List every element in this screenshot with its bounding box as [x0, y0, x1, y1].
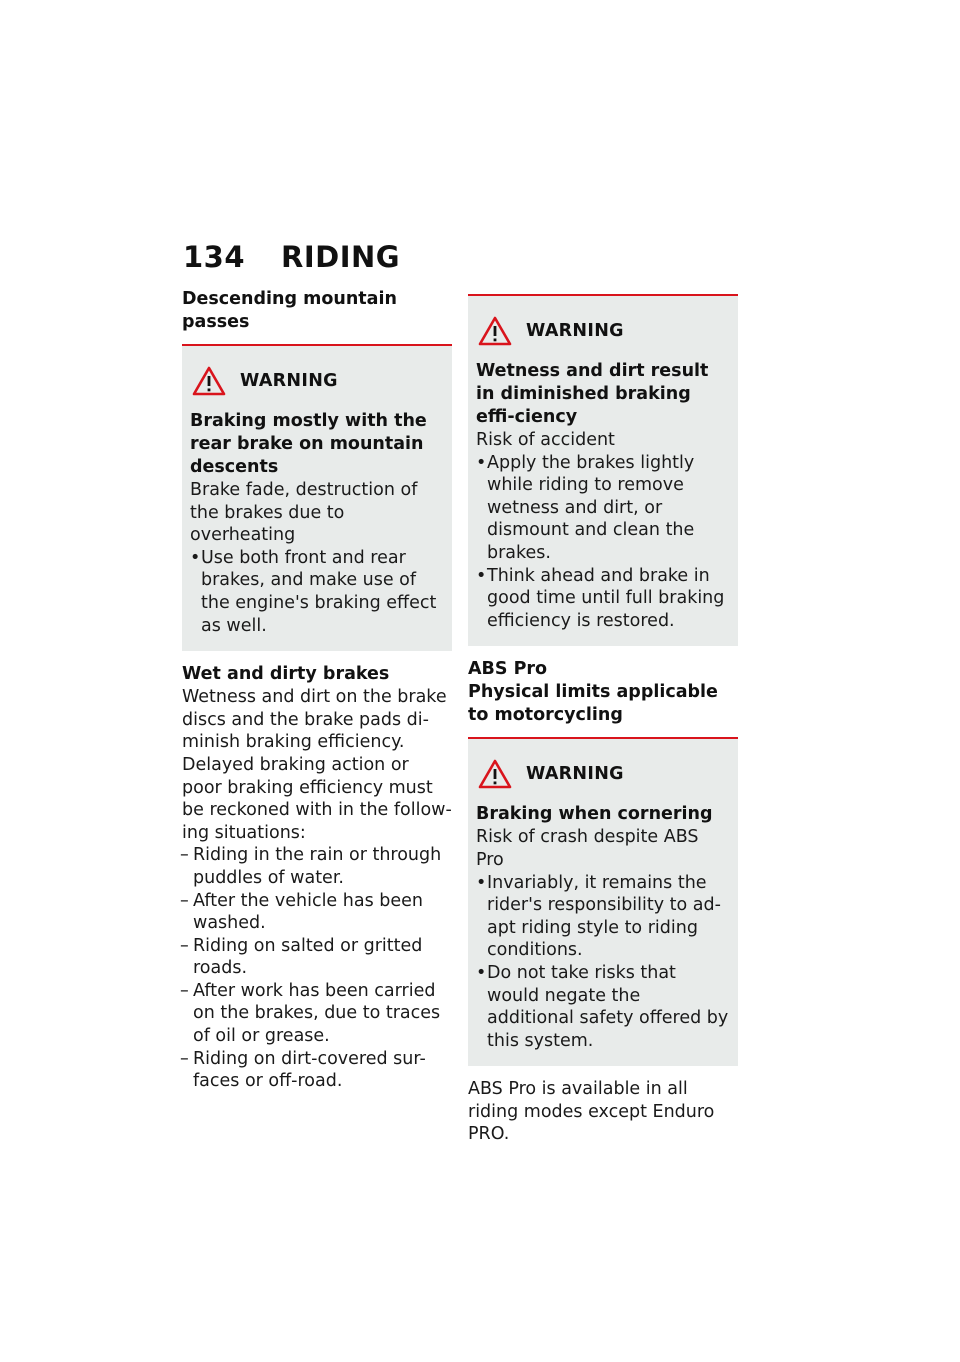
wet-paragraph: Wetness and dirt on the brake discs and the brake pads di-minish braking efficiency. Delayed braking action or poor braking efficiency must be reckoned with in the follow-ing situations: [182, 687, 452, 843]
warning-label: WARNING [240, 371, 338, 391]
warning-header [476, 316, 730, 346]
warning-triangle-icon [192, 366, 226, 396]
list-item: – After the vehicle has been washed. [182, 890, 452, 935]
section-title-wet: Wet and dirty brakes [182, 664, 390, 685]
warning-box-wetness [468, 294, 738, 646]
warning-bullets [476, 872, 730, 1053]
list-item: • Invariably, it remains the rider's responsibility to ad-apt riding style to riding conditions. [476, 872, 730, 962]
list-item: – Riding on salted or gritted roads. [182, 935, 452, 980]
warning-box-mountain [182, 344, 452, 651]
warning-header [476, 759, 730, 789]
page-header [183, 240, 400, 274]
left-column [182, 288, 452, 1093]
list-item: • Think ahead and brake in good time until full braking efficiency is restored. [476, 565, 730, 633]
section-title-abs: ABS Pro [468, 659, 548, 680]
section-subtitle-abs: Physical limits applicable to motorcycling [468, 682, 718, 726]
situations-list [182, 844, 452, 1093]
list-item: – Riding on dirt-covered sur-faces or off-road. [182, 1048, 452, 1093]
section-title-mountain: Descending mountain passes [182, 289, 397, 332]
warning-bullets [476, 452, 730, 633]
warning-header [190, 366, 444, 396]
page-number: 134 [183, 240, 246, 274]
warning-triangle-icon [478, 316, 512, 346]
warning-consequence: Risk of crash despite ABS Pro [476, 827, 699, 870]
warning-label: WARNING [526, 764, 624, 785]
list-item: – After work has been carried on the brakes, due to traces of oil or grease. [182, 980, 452, 1048]
right-column [468, 290, 738, 1146]
chapter-title: RIDING [281, 240, 401, 274]
warning-heading: Braking when cornering [476, 804, 713, 825]
warning-consequence: Brake fade, destruction of the brakes due to overheating [190, 480, 418, 546]
warning-triangle-icon [478, 759, 512, 789]
abs-paragraph: ABS Pro is available in all riding modes except Enduro PRO. [468, 1079, 715, 1145]
list-item: • Use both front and rear brakes, and make use of the engine's braking effect as well. [190, 547, 444, 637]
list-item: – Riding in the rain or through puddles of water. [182, 844, 452, 889]
warning-bullets [190, 547, 444, 637]
list-item: • Apply the brakes lightly while riding to remove wetness and dirt, or dismount and clean the brakes. [476, 452, 730, 565]
warning-label: WARNING [526, 321, 624, 341]
warning-heading: Braking mostly with the rear brake on mountain descents [190, 411, 427, 477]
warning-heading: Wetness and dirt result in diminished braking effi-ciency [476, 361, 709, 427]
list-item: • Do not take risks that would negate the additional safety offered by this system. [476, 962, 730, 1052]
warning-box-cornering [468, 737, 738, 1066]
warning-consequence: Risk of accident [476, 430, 615, 450]
